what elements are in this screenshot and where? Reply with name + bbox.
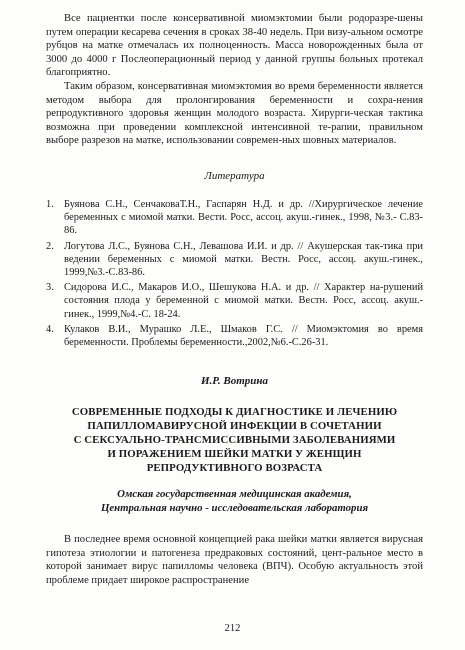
reference-item	[46, 240, 423, 280]
reference-item	[46, 323, 423, 349]
title-line: ПАПИЛЛОМАВИРУСНОЙ ИНФЕКЦИИ В СОЧЕТАНИИ	[87, 420, 382, 433]
article-author: И.Р. Вотрина	[200, 375, 269, 388]
reference-text: Кулаков В.И., Мурашко Л.Е., Шмаков Г.С. // Миомэктомия во время беременности. Проблемы беременности.,2002,№6.-С.26-31.	[64, 323, 423, 348]
article-body-paragraph: В последнее время основной концепцией рака шейки матки является вирусная гипотеза этиологии и патогенеза предраковых состояний, цент-ральное место в которой занимает вирус папилломы человека (ВПЧ). Особую актуальность этой проблеме придает широкое распространение	[46, 534, 423, 586]
references-list	[46, 198, 423, 349]
title-line: РЕПРОДУКТИВНОГО ВОЗРАСТА	[146, 462, 323, 475]
reference-text: Логутова Л.С., Буянова С.Н., Левашова И.И. и др. // Акушерская так-тика при ведении беременных с миомой матки. Вестн. Росс, ассоц. акуш.-гинек., 1999,№3.-С.83-86.	[64, 240, 423, 278]
reference-number: 4.	[46, 323, 54, 335]
reference-item	[46, 198, 423, 238]
affiliation-line: Центральная научно - исследовательская лаборатория	[100, 502, 369, 515]
reference-number: 2.	[46, 240, 54, 252]
intro-paragraph-2: Таким образом, консервативная миомэктомия во время беременности является методом выбора для пролонгирования беременности и сохра-нения репродуктивного здоровья женщин молодого возраста. Хирурги-ческая тактика возможна при проведении комплексной интенсивной те-рапии, правильном выборе разрезов на матке, использовании современ-ных шовных материалов.	[46, 80, 423, 147]
reference-text: Сидорова И.С., Макаров И.О., Шешукова Н.А. и др. // Характер на-рушений состояния плода у беременной с миомой матки. Вестн. Росс, ассоц. акуш.-гинек., 1999,№4.-С. 18-24.	[64, 282, 423, 320]
reference-item	[46, 281, 423, 321]
reference-number: 3.	[46, 282, 54, 294]
title-line: С СЕКСУАЛЬНО-ТРАНСМИССИВНЫМИ ЗАБОЛЕВАНИЯМИ	[73, 434, 396, 447]
page-number: 212	[224, 623, 241, 634]
references-heading: Литература	[204, 169, 265, 182]
title-line: СОВРЕМЕННЫЕ ПОДХОДЫ К ДИАГНОСТИКЕ И ЛЕЧЕНИЮ	[71, 406, 398, 419]
article-title	[46, 405, 423, 475]
title-line: И ПОРАЖЕНИЕМ ШЕЙКИ МАТКИ У ЖЕНЩИН	[107, 448, 362, 461]
reference-number: 1.	[46, 198, 54, 210]
article-affiliation	[46, 487, 423, 515]
affiliation-line: Омская государственная медицинская академия,	[117, 488, 352, 501]
reference-text: Буянова С.Н., СенчаковаТ.Н., Гаспарян Н.Д. и др. //Хирургическое лечение беременных с миомой матки. Вести. Росс, ассоц. акуш.-гинек., 1998, №3.- С.83-86.	[64, 198, 423, 237]
intro-paragraph-1: Все пациентки после консервативной миомэктомии были родоразре-шены путем операции кесарева сечения в сроках 38-40 недель. При визу-альном осмотре рубцов на матке отмечалась их полноценность. Масса новорожденных была от 3000 до 4000 г Послеоперационный период у данной группы больных протекал благоприятно.	[46, 13, 423, 79]
